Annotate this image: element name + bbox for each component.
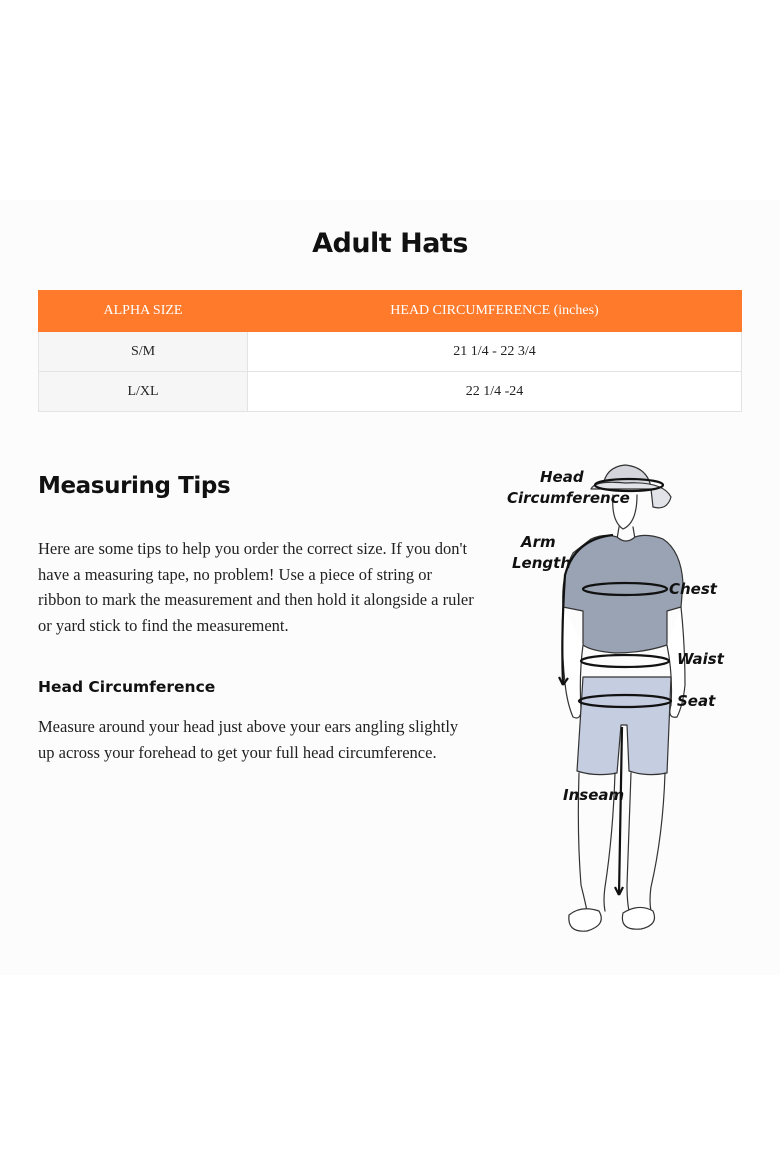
label-circumference: Circumference bbox=[507, 489, 630, 507]
label-inseam: Inseam bbox=[563, 786, 625, 804]
size-table bbox=[38, 290, 742, 412]
measurement-diagram bbox=[495, 455, 735, 945]
column-header-head-circumference: HEAD CIRCUMFERENCE (inches) bbox=[248, 291, 742, 332]
column-header-alpha-size: ALPHA SIZE bbox=[39, 291, 248, 332]
measuring-tips-heading: Measuring Tips bbox=[38, 473, 231, 499]
label-length: Length bbox=[512, 554, 571, 572]
label-chest: Chest bbox=[669, 580, 717, 598]
label-waist: Waist bbox=[677, 650, 724, 668]
head-circumference-text: Measure around your head just above your ears angling slightly up across your forehead to get your full head circumference. bbox=[38, 717, 459, 762]
table-cell-circumference: 22 1/4 -24 bbox=[248, 372, 742, 412]
table-cell-circumference: 21 1/4 - 22 3/4 bbox=[248, 332, 742, 372]
label-seat: Seat bbox=[677, 692, 716, 710]
table-cell-size: L/XL bbox=[39, 372, 248, 412]
page-title: Adult Hats bbox=[312, 228, 468, 259]
label-head: Head bbox=[540, 468, 584, 486]
table-header-row bbox=[39, 291, 742, 332]
head-circumference-heading: Head Circumference bbox=[38, 678, 216, 696]
measuring-tips-intro: Here are some tips to help you order the correct size. If you don't have a measuring tape, no problem! Use a piece of string or ribbon to mark the measurement and then hold it alongside a ruler or yard stick to find the measurement. bbox=[38, 539, 474, 635]
table-row bbox=[39, 372, 742, 412]
table-cell-size: S/M bbox=[39, 332, 248, 372]
table-row bbox=[39, 332, 742, 372]
label-arm: Arm bbox=[521, 533, 556, 551]
